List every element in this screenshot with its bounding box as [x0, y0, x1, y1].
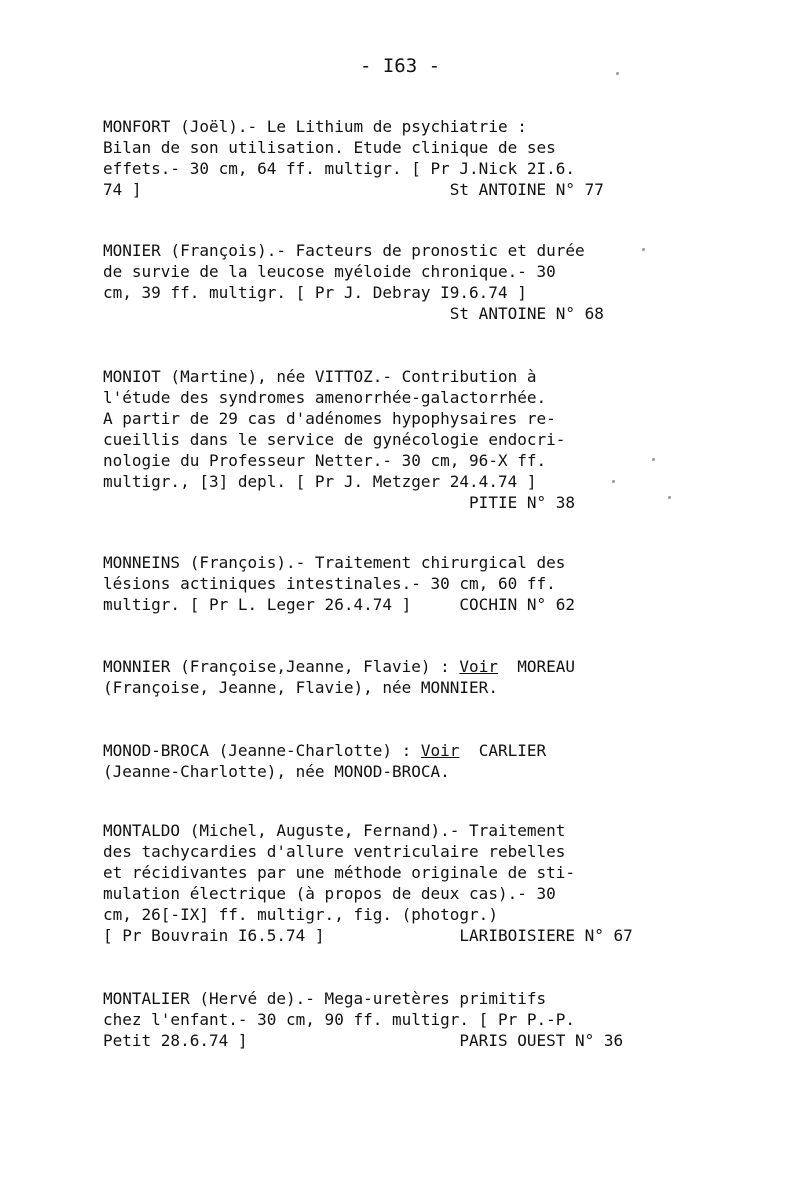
entry-line: cm, 39 ff. multigr. [ Pr J. Debray I9.6.74 ] — [103, 283, 527, 302]
page-number: - I63 - — [359, 55, 441, 77]
entry-line: MONTALIER (Hervé de).- Mega-uretères primitifs — [103, 989, 547, 1008]
entry-line: Bilan de son utilisation. Etude clinique de ses — [103, 138, 556, 157]
entry-line: nologie du Professeur Netter.- 30 cm, 96-X ff. — [103, 451, 547, 470]
entry-line: mulation électrique (à propos de deux cas).- 30 — [103, 884, 556, 903]
entry-line: chez l'enfant.- 30 cm, 90 ff. multigr. [ Pr P.-P. — [103, 1010, 576, 1029]
entry-moniot — [103, 366, 703, 513]
scan-speck — [668, 496, 671, 499]
scan-speck — [652, 458, 655, 461]
entry-line: multigr. [ Pr L. Leger 26.4.74 ] COCHIN N° 62 — [103, 595, 576, 614]
entry-line: MONOD-BROCA (Jeanne-Charlotte) : Voir CARLIER — [103, 741, 547, 760]
entry-line: A partir de 29 cas d'adénomes hypophysaires re- — [103, 409, 556, 428]
entry-line: (Jeanne-Charlotte), née MONOD-BROCA. — [103, 762, 450, 781]
entry-line: lésions actiniques intestinales.- 30 cm, 60 ff. — [103, 574, 556, 593]
entry-line: de survie de la leucose myéloide chronique.- 30 — [103, 262, 556, 281]
entry-line: l'étude des syndromes amenorrhée-galactorrhée. — [103, 388, 547, 407]
scan-speck — [612, 480, 615, 483]
entry-line: MONTALDO (Michel, Auguste, Fernand).- Traitement — [103, 821, 566, 840]
entry-line: MONIOT (Martine), née VITTOZ.- Contribution à — [103, 367, 537, 386]
entry-line: 74 ] St ANTOINE N° 77 — [103, 180, 604, 199]
entry-line: MONNEINS (François).- Traitement chirurgical des — [103, 553, 566, 572]
entry-line: multigr., [3] depl. [ Pr J. Metzger 24.4.74 ] — [103, 472, 537, 491]
entry-line: MONFORT (Joël).- Le Lithium de psychiatrie : — [103, 117, 527, 136]
entry-montaldo — [103, 820, 703, 946]
entry-line: effets.- 30 cm, 64 ff. multigr. [ Pr J.Nick 2I.6. — [103, 159, 576, 178]
entry-monneins — [103, 552, 703, 615]
entry-line: St ANTOINE N° 68 — [103, 304, 604, 323]
entry-line: Petit 28.6.74 ] PARIS OUEST N° 36 — [103, 1031, 624, 1050]
entry-monfort — [103, 116, 703, 200]
scan-speck — [642, 248, 645, 251]
entry-line: des tachycardies d'allure ventriculaire rebelles — [103, 842, 566, 861]
entry-line: MONIER (François).- Facteurs de pronostic et durée — [103, 241, 585, 260]
entry-line: MONNIER (Françoise,Jeanne, Flavie) : Voir MOREAU — [103, 657, 576, 676]
entry-line: (Françoise, Jeanne, Flavie), née MONNIER. — [103, 678, 498, 697]
entry-line: cm, 26[-IX] ff. multigr., fig. (photogr.) — [103, 905, 498, 924]
entry-line: et récidivantes par une méthode originale de sti- — [103, 863, 576, 882]
entry-monnier — [103, 656, 703, 698]
entry-line: cueillis dans le service de gynécologie endocri- — [103, 430, 566, 449]
voir-reference: Voir — [420, 741, 460, 760]
entry-monier — [103, 240, 703, 324]
entry-montalier — [103, 988, 703, 1051]
voir-reference: Voir — [459, 657, 498, 676]
scan-speck — [616, 72, 619, 75]
entry-line: [ Pr Bouvrain I6.5.74 ] LARIBOISIERE N° 67 — [103, 926, 633, 945]
entry-monod-broca — [103, 740, 703, 782]
entry-line: PITIE N° 38 — [103, 493, 576, 512]
